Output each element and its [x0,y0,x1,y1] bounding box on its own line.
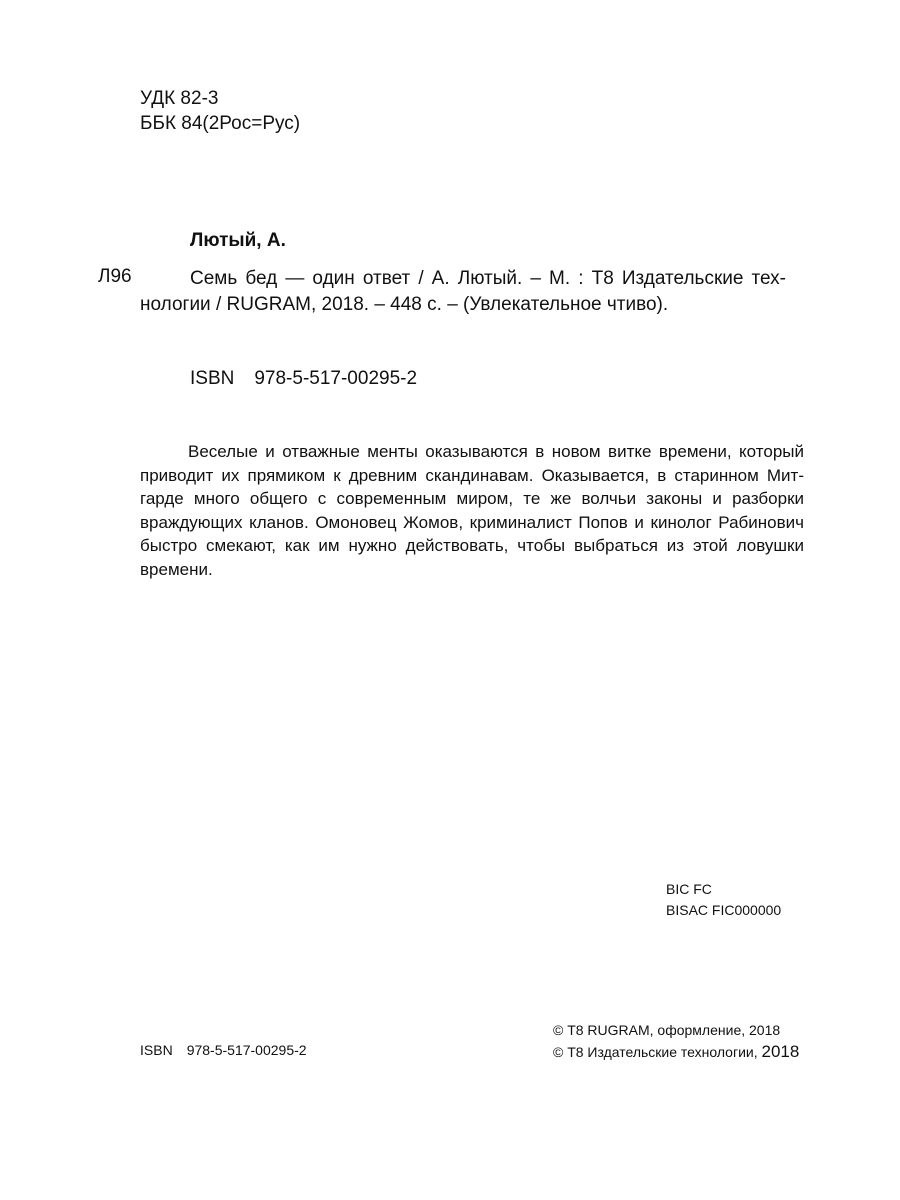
classification-block [140,86,300,136]
isbn-footer-label: ISBN [140,1042,173,1058]
author-code: Л96 [98,266,132,287]
copyright-line-2 [553,1041,799,1063]
annotation-line: быстро смекают, как им нужно действовать, чтобы выбраться из этой ловушки [140,536,804,555]
copyright-notices [553,1020,799,1063]
annotation-line: Веселые и отважные менты оказываются в новом витке времени, который [188,442,804,461]
isbn-label: ISBN [190,368,235,389]
bisac-code: BISAC FIC000000 [666,902,782,918]
udk-code: УДК 82-3 [140,88,219,109]
copyright-line-2-year: 2018 [761,1042,800,1061]
isbn-number: 978-5-517-00295-2 [254,368,418,389]
bibliographic-line-2: нологии / RUGRAM, 2018. – 448 с. – (Увлекательное чтиво). [140,294,669,315]
copyright-line-1: © Т8 RUGRAM, оформление, 2018 [553,1022,781,1038]
isbn-main [190,368,417,390]
bic-code: BIC FC [666,881,712,897]
annotation-line: враждующих кланов. Омоновец Жомов, криминалист Попов и кинолог Рабинович [140,512,804,532]
bbk-code: ББК 84(2Рос=Рус) [140,113,301,134]
copyright-line-2-text: © Т8 Издательские технологии, [553,1044,758,1060]
isbn-footer [140,1042,307,1058]
bibliographic-description [140,266,786,318]
annotation-line: приводит их прямиком к древним скандинавам. Оказывается, в старинном Мит- [140,465,804,485]
annotation-line: времени. [140,559,213,579]
annotation [140,440,804,581]
isbn-footer-number: 978-5-517-00295-2 [186,1042,307,1058]
author-heading: Лютый, А. [190,230,286,251]
subject-codes [666,879,781,921]
annotation-line: гарде много общего с современным миром, те же волчьи законы и разборки [140,489,804,508]
bibliographic-line-1: Семь бед — один ответ / А. Лютый. – М. : Т8 Издательские тех- [190,268,786,289]
